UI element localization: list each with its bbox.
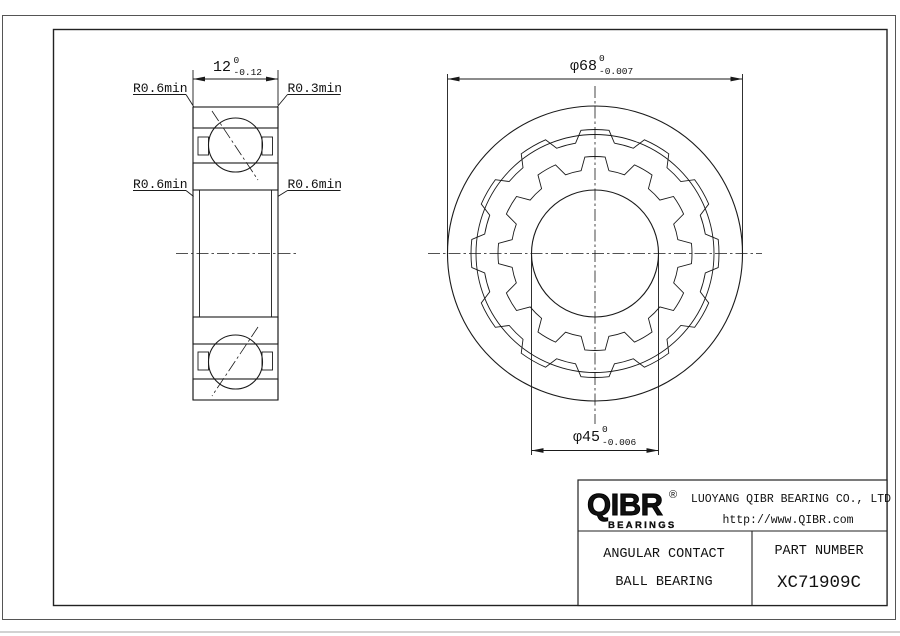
contact-angle-line-top	[212, 111, 258, 180]
cage-section-top-right	[262, 137, 273, 155]
dim-value: φ45	[572, 429, 600, 446]
dim-lower-tol: -0.007	[599, 66, 634, 77]
leader-line	[186, 95, 194, 107]
arrowhead-left	[193, 77, 205, 82]
dim-value: φ68	[569, 58, 597, 75]
dim-upper-tol: 0	[599, 53, 605, 64]
cage-section-bottom-right	[262, 352, 273, 370]
radius-label-top-right: R0.3min	[287, 81, 343, 96]
company-name: LUOYANG QIBR BEARING CO., LTD	[690, 493, 892, 506]
cage-section-bottom-left	[198, 352, 209, 370]
dim-value: 12	[212, 59, 231, 76]
dim-lower-tol: -0.006	[602, 437, 637, 448]
bearing-front-view	[428, 86, 762, 424]
radius-callouts	[133, 81, 342, 197]
leader-line	[278, 95, 288, 107]
product-name-line2: BALL BEARING	[615, 575, 713, 590]
logo-subtext: BEARINGS	[608, 520, 677, 531]
part-number-value: XC71909C	[776, 573, 862, 593]
registered-trademark-icon: ®	[669, 489, 678, 501]
arrowhead-right	[266, 77, 278, 82]
leader-line	[278, 191, 288, 197]
part-number-label: PART NUMBER	[774, 544, 864, 559]
arrowhead-left	[532, 448, 544, 453]
dim-upper-tol: 0	[233, 55, 240, 66]
inner-ring-bottom-section	[193, 317, 278, 344]
arrowhead-right	[731, 77, 743, 82]
ball-top	[209, 118, 263, 172]
dim-lower-tol: -0.12	[233, 67, 263, 78]
width-dimension	[193, 55, 278, 105]
dim-upper-tol: 0	[602, 424, 608, 435]
product-name-line1: ANGULAR CONTACT	[603, 547, 725, 562]
radius-label-mid-right: R0.6min	[287, 177, 343, 192]
ball-bottom	[209, 335, 263, 389]
logo-text: QIBR	[587, 487, 663, 522]
contact-angle-line-bottom	[212, 327, 258, 396]
inner-ring-top-section	[193, 163, 278, 190]
radius-label-mid-left: R0.6min	[133, 177, 188, 192]
bearing-section-view	[176, 107, 296, 400]
cage-section-top-left	[198, 137, 209, 155]
title-block	[578, 480, 891, 606]
arrowhead-left	[448, 77, 460, 82]
radius-label-top-left: R0.6min	[133, 81, 188, 96]
arrowhead-right	[647, 448, 659, 453]
company-website: http://www.QIBR.com	[722, 514, 854, 527]
